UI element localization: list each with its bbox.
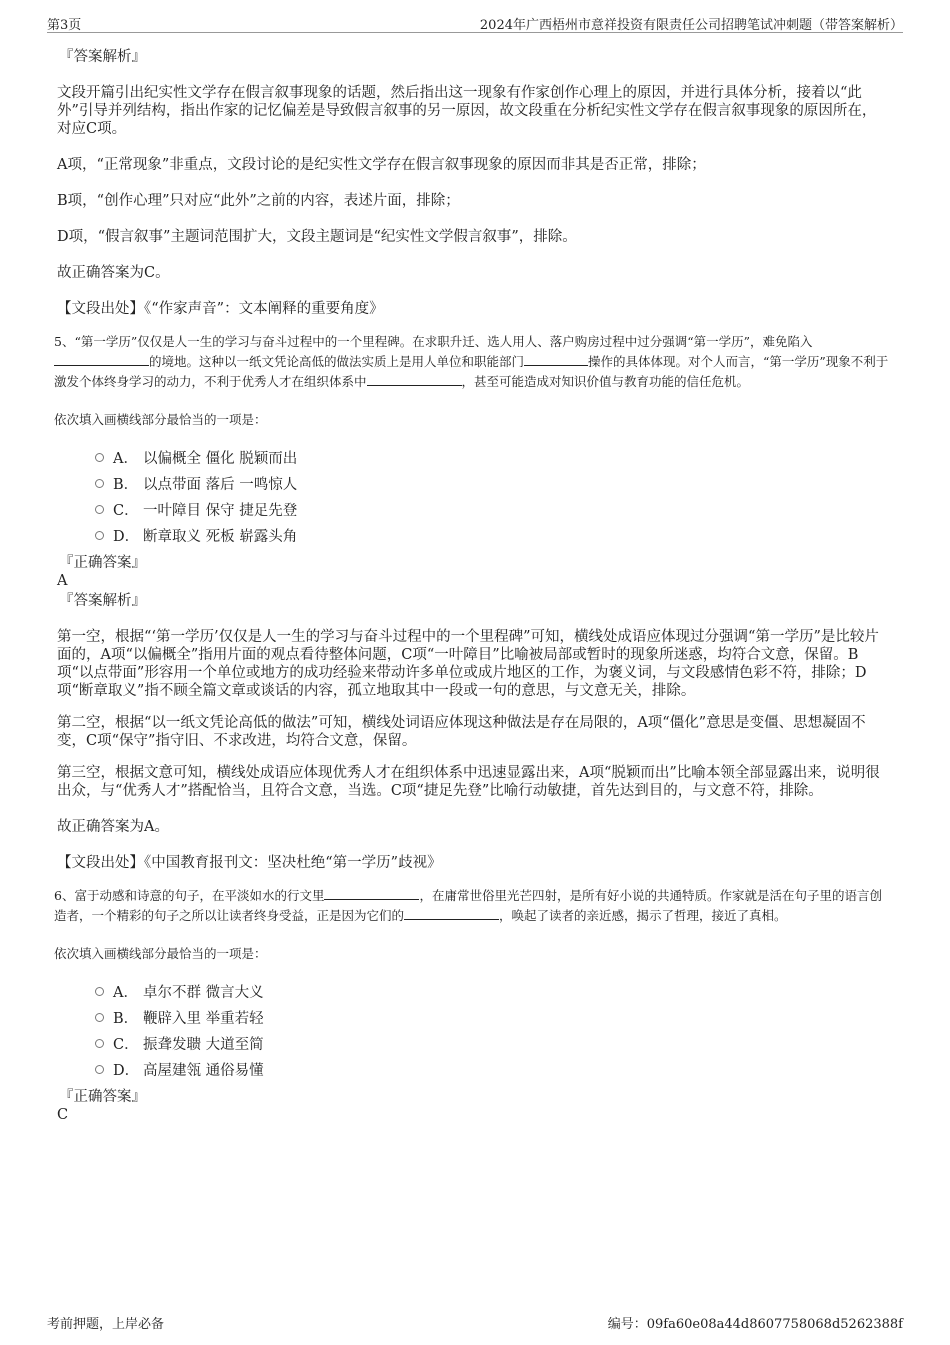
analysis-paragraph: 文段开篇引出纪实性文学存在假言叙事现象的话题，然后指出这一现象有作家创作心理上的原因，并进行具体分析，接着以“此外”引导并列结构，指出作家的记忆偏差是导致假言叙事的另一原因，故文段重在分析纪实性文学存在假言叙事现象的原因所在，对应C项。 — [57, 85, 877, 137]
radio-icon[interactable] — [95, 987, 104, 996]
correct-answer: A — [57, 573, 68, 589]
answer-blank — [524, 353, 588, 366]
answer-blank — [367, 373, 462, 386]
radio-icon[interactable] — [95, 453, 104, 462]
radio-icon[interactable] — [95, 531, 104, 540]
radio-icon[interactable] — [95, 479, 104, 488]
footer-slogan: 考前押题，上岸必备 — [47, 1317, 165, 1332]
question-prompt: 依次填入画横线部分最恰当的一项是： — [54, 946, 267, 961]
question-prompt: 依次填入画横线部分最恰当的一项是： — [54, 412, 267, 427]
option-c[interactable]: C． 一叶障目 保守 捷足先登 — [95, 496, 889, 522]
analysis-label: 『答案解析』 — [59, 593, 146, 609]
answer-blank — [324, 887, 419, 900]
analysis-paragraph: D项，“假言叙事”主题词范围扩大，文段主题词是“纪实性文学假言叙事”，排除。 — [57, 229, 577, 245]
answer-blank — [54, 353, 149, 366]
option-b[interactable]: B． 以点带面 落后 一鸣惊人 — [95, 470, 889, 496]
answer-blank — [404, 907, 499, 920]
option-d[interactable]: D． 高屋建瓴 通俗易懂 — [95, 1056, 889, 1082]
option-c[interactable]: C． 振聋发聩 大道至简 — [95, 1030, 889, 1056]
page-header — [47, 12, 903, 33]
radio-icon[interactable] — [95, 1013, 104, 1022]
analysis-paragraph: 第二空，根据“以一纸文凭论高低的做法”可知，横线处词语应体现这种做法是存在局限的，A项“僵化”意思是变僵、思想凝固不变，C项“保守”指守旧、不求改进，均符合文意，保留。 — [57, 715, 866, 749]
correct-answer-label: 『正确答案』 — [59, 1089, 146, 1105]
option-b[interactable]: B． 鞭辟入里 举重若轻 — [95, 1004, 889, 1030]
option-a[interactable]: A． 以偏概全 僵化 脱颖而出 — [95, 444, 889, 470]
correct-answer: C — [57, 1107, 69, 1123]
source-citation: 【文段出处】《中国教育报刊文：坚决杜绝“第一学历”歧视》 — [57, 855, 442, 871]
question-stem: 5、“第一学历”仅仅是人一生的学习与奋斗过程中的一个里程碑。在求职升迁、选人用人、落户购房过程中过分强调“第一学历”，难免陷入的境地。这种以一纸文凭论高低的做法实质上是用人单位和职能部门 操作的具体体现。对个人而言，“第一学历”现象不利于激发个体终身学习的动力，不利于优秀人才在组织体系中 ，甚至可能造成对知识价值与教育功能的信任危机。 — [54, 334, 889, 389]
option-d[interactable]: D． 断章取义 死板 崭露头角 — [95, 522, 889, 548]
page-number: 第3页 — [47, 18, 82, 33]
option-list — [95, 978, 889, 1082]
document-id: 编号：09fa60e08a44d8607758068d5262388f — [607, 1317, 903, 1332]
analysis-paragraph: A项，“正常现象”非重点，文段讨论的是纪实性文学存在假言叙事现象的原因而非其是否正常，排除； — [57, 157, 706, 173]
analysis-label: 『答案解析』 — [59, 49, 146, 65]
radio-icon[interactable] — [95, 505, 104, 514]
source-citation: 【文段出处】《“作家声音”：文本阐释的重要角度》 — [57, 301, 384, 317]
radio-icon[interactable] — [95, 1039, 104, 1048]
correct-answer-label: 『正确答案』 — [59, 555, 146, 571]
document-body — [54, 48, 889, 1124]
analysis-paragraph: B项，“创作心理”只对应“此外”之前的内容，表述片面，排除； — [57, 193, 460, 209]
option-list — [95, 444, 889, 548]
radio-icon[interactable] — [95, 1065, 104, 1074]
analysis-paragraph: 第一空，根据“‘第一学历’仅仅是人一生的学习与奋斗过程中的一个里程碑”可知，横线处成语应体现过分强调“第一学历”是比较片面的，A项“以偏概全”指用片面的观点看待整体问题，C项“一叶障目”比喻被局部或暂时的现象所迷惑，均符合文意，保留。B项“以点带面”形容用一个单位或地方的成功经验来带动许多单位或成片地区的工作，为褒义词，与文段感情色彩不符，排除；D项“断章取义”指不顾全篇文章或谈话的内容，孤立地取其中一段或一句的意思，与文意无关，排除。 — [57, 629, 879, 699]
answer-conclusion: 故正确答案为A。 — [57, 819, 169, 835]
document-title: 2024年广西梧州市意祥投资有限责任公司招聘笔试冲刺题（带答案解析） — [479, 18, 903, 33]
question-stem: 6、富于动感和诗意的句子，在平淡如水的行文里 ，在庸常世俗里光芒四射，是所有好小说的共通特质。作家就是活在句子里的语言创造者，一个精彩的句子之所以让读者终身受益，正是因为它们的 ，唤起了读者的亲近感，揭示了哲理，接近了真相。 — [54, 888, 882, 923]
analysis-paragraph: 第三空，根据文意可知，横线处成语应体现优秀人才在组织体系中迅速显露出来，A项“脱颖而出”比喻本领全部显露出来，说明很出众，与“优秀人才”搭配恰当，且符合文意，当选。C项“捷足先登”比喻行动敏捷，首先达到目的，与文意不符，排除。 — [57, 765, 880, 799]
option-a[interactable]: A． 卓尔不群 微言大义 — [95, 978, 889, 1004]
answer-conclusion: 故正确答案为C。 — [57, 265, 170, 281]
